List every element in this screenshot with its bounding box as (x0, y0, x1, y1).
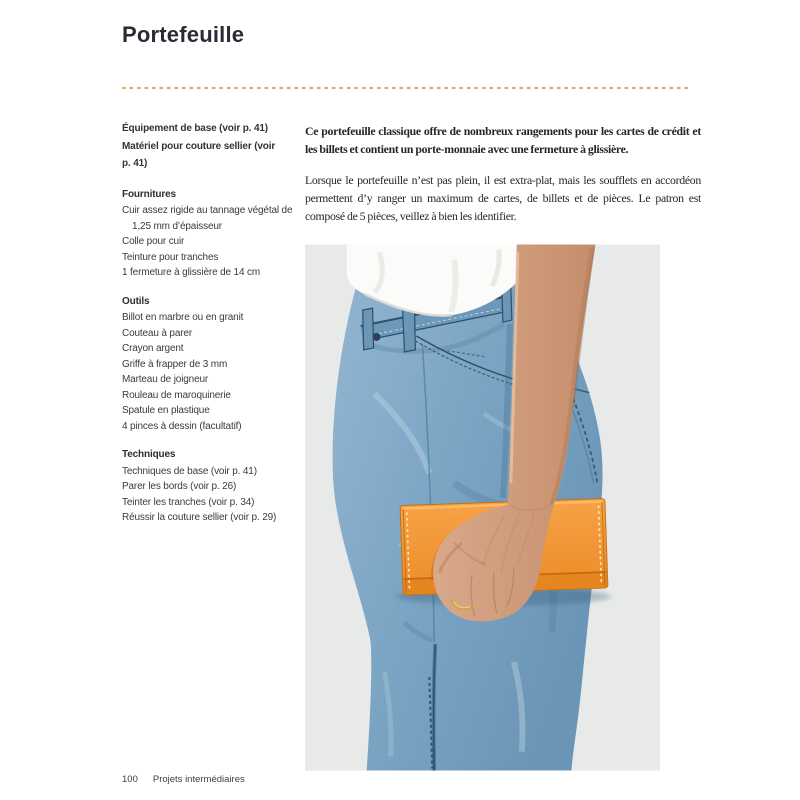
equipment-line: Équipement de base (voir p. 41) (122, 123, 268, 134)
list-item: Spatule en plastique (122, 405, 210, 416)
list-item: Rouleau de maroquinerie (122, 389, 231, 401)
sidebar-section-outils (122, 294, 307, 435)
intro-paragraph: Ce portefeuille classique offre de nombreux rangements pour les cartes de crédit et les billets et contient un porte-monnaie avec une fermeture à glissière. (305, 124, 701, 156)
section-heading: Outils (122, 295, 150, 307)
section-heading: Techniques (122, 449, 176, 460)
list-item: Teinter les tranches (voir p. 34) (122, 496, 255, 508)
photo-illustration (305, 243, 660, 772)
jeans-button (373, 333, 381, 341)
list-item: Teinture pour tranches (122, 251, 219, 263)
orange-dashed-divider (122, 87, 690, 89)
list-item: Colle pour cuir (122, 236, 185, 247)
body-paragraph: Lorsque le portefeuille n’est pas plein, il est extra-plat, mais les soufflets en accordéon permettent d’y ranger un maximum de cartes, de billets et de pièces. Le patron est composé de 5 pièces, veillez à bien les identifier. (305, 173, 701, 223)
page-title: Portefeuille (122, 22, 245, 47)
list-item: Cuir assez rigide au tannage végétal de 1,25 mm d’épaisseur (122, 205, 293, 232)
list-item: Parer les bords (voir p. 26) (122, 481, 237, 492)
list-item: Griffe à frapper de 3 mm (122, 358, 228, 370)
list-item: Billot en marbre ou en granit (122, 312, 244, 323)
equipment-block (122, 120, 286, 173)
footer-section-label: Projets intermédiaires (152, 774, 245, 785)
list-item: 1 fermeture à glissière de 14 cm (122, 267, 261, 278)
list-item: Techniques de base (voir p. 41) (122, 465, 257, 477)
list-item: Marteau de joigneur (122, 374, 209, 385)
main-text-column (305, 122, 701, 225)
equipment-line: Matériel pour couture sellier (voir p. 41) (122, 140, 276, 169)
page-footer (122, 774, 245, 785)
section-heading: Fournitures (122, 188, 176, 200)
list-item: Crayon argent (122, 343, 184, 354)
sidebar (122, 120, 307, 526)
list-item: Couteau à parer (122, 327, 193, 339)
sidebar-section-fournitures (122, 187, 307, 281)
list-item: Réussir la couture sellier (voir p. 29) (122, 512, 277, 523)
list-item: 4 pinces à dessin (facultatif) (122, 420, 242, 432)
sidebar-section-techniques (122, 447, 307, 526)
project-photo (305, 243, 660, 772)
page-number: 100 (122, 774, 138, 785)
